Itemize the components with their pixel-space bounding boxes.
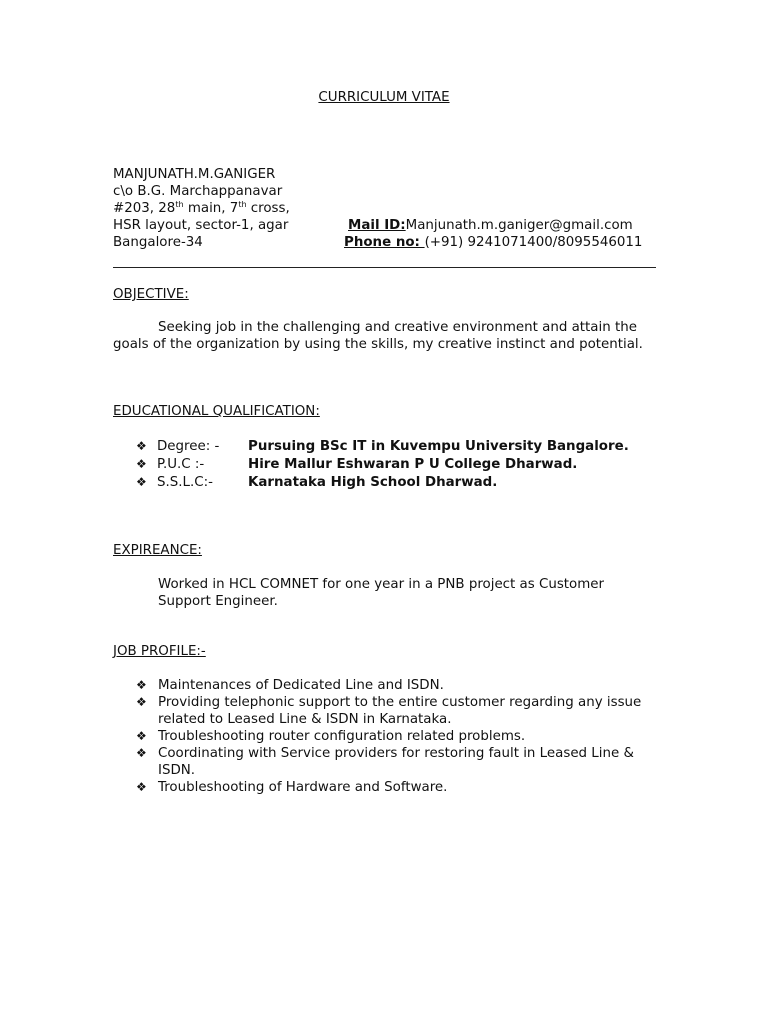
address-line-3: HSR layout, sector-1, agar (113, 218, 289, 233)
education-item-degree (136, 438, 676, 455)
diamond-bullet-icon: ❖ (136, 729, 147, 743)
diamond-bullet-icon: ❖ (136, 678, 147, 692)
document-title: CURRICULUM VITAE (318, 90, 450, 105)
diamond-bullet-icon: ❖ (136, 695, 147, 709)
diamond-bullet-icon: ❖ (136, 780, 147, 794)
education-label: Degree: - (157, 439, 220, 454)
education-value: Hire Mallur Eshwaran P U College Dharwad. (248, 457, 578, 472)
address-line-2 (113, 200, 290, 217)
diamond-bullet-icon: ❖ (136, 746, 147, 760)
phone-value: (+91) 9241071400/8095546011 (424, 235, 643, 250)
objective-text: Seeking job in the challenging and creative environment and attain the goals of the organization by using the skills, my creative instinct and potential. (113, 320, 643, 352)
phone-row (344, 234, 642, 251)
list-item (136, 694, 666, 728)
address-line-1: c\o B.G. Marchappanavar (113, 184, 283, 199)
diamond-bullet-icon: ❖ (136, 457, 147, 471)
diamond-bullet-icon: ❖ (136, 475, 147, 489)
list-item (136, 745, 666, 779)
education-item-sslc (136, 474, 676, 491)
objective-heading: OBJECTIVE: (113, 287, 189, 302)
header-divider (113, 267, 656, 268)
address-line-2-part-c: cross, (246, 201, 290, 216)
job-profile-list (136, 677, 666, 796)
mail-value: Manjunath.m.ganiger@gmail.com (405, 218, 633, 233)
experience-heading: EXPIREANCE: (113, 543, 202, 558)
job-profile-heading: JOB PROFILE:- (113, 644, 206, 659)
address-line-2-sup-1: th (175, 200, 184, 209)
job-profile-text: Troubleshooting of Hardware and Software. (158, 780, 448, 795)
job-profile-text: Troubleshooting router configuration related problems. (158, 729, 526, 744)
education-value: Karnataka High School Dharwad. (248, 475, 498, 490)
education-label: S.S.L.C:- (157, 475, 213, 490)
list-item (136, 728, 666, 745)
job-profile-text: Providing telephonic support to the entire customer regarding any issue related to Leased Line & ISDN in Karnataka. (158, 695, 642, 727)
list-item (136, 677, 666, 694)
job-profile-text: Maintenances of Dedicated Line and ISDN. (158, 678, 444, 693)
phone-label: Phone no: (344, 235, 425, 250)
education-label: P.U.C :- (157, 457, 205, 472)
address-line-2-sup-2: th (238, 200, 247, 209)
candidate-name: MANJUNATH.M.GANIGER (113, 167, 276, 182)
address-line-4: Bangalore-34 (113, 235, 203, 250)
diamond-bullet-icon: ❖ (136, 439, 147, 453)
list-item (136, 779, 666, 796)
mail-row (348, 217, 633, 234)
address-line-2-part-b: main, 7 (183, 201, 239, 216)
experience-text: Worked in HCL COMNET for one year in a PNB project as Customer Support Engineer. (158, 577, 605, 609)
job-profile-text: Coordinating with Service providers for restoring fault in Leased Line & ISDN. (158, 746, 634, 778)
mail-label: Mail ID: (348, 218, 406, 233)
education-item-puc (136, 456, 676, 473)
education-value: Pursuing BSc IT in Kuvempu University Bangalore. (248, 439, 629, 454)
address-line-2-part-a: #203, 28 (113, 201, 176, 216)
education-heading: EDUCATIONAL QUALIFICATION: (113, 404, 320, 419)
